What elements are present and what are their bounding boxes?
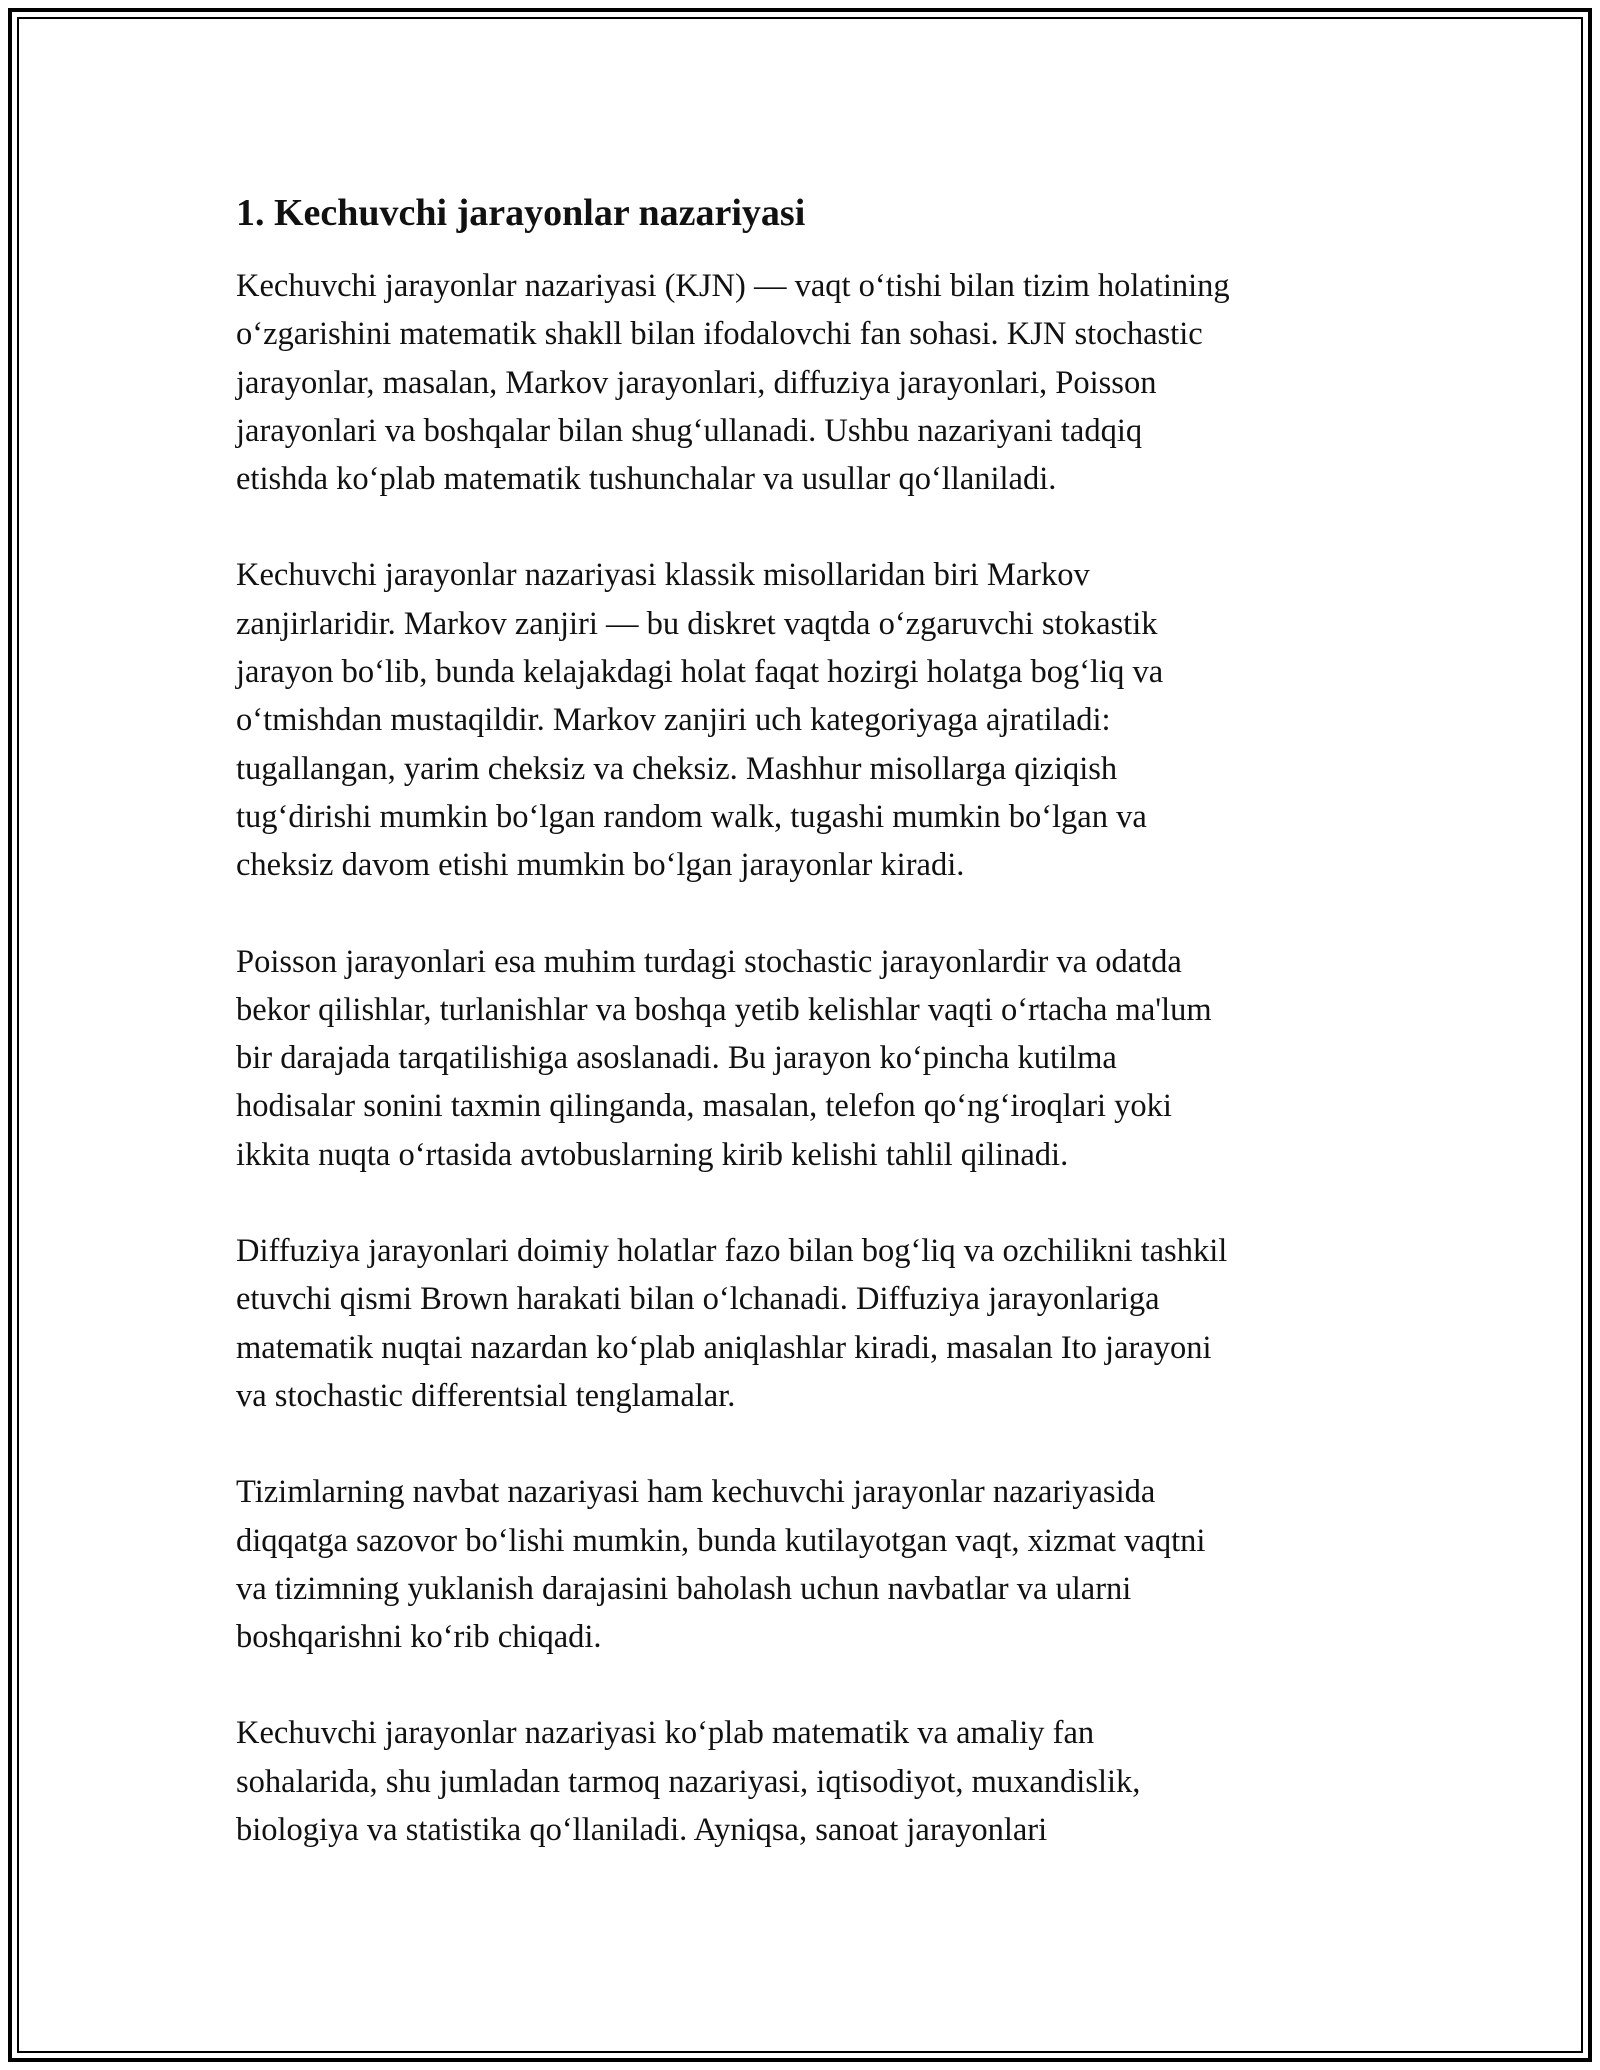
text-line: cheksiz davom etishi mumkin bo‘lgan jarayonlar kiradi. (236, 847, 965, 884)
text-line: sohalarida, shu jumladan tarmoq nazariyasi, iqtisodiyot, muxandislik, (236, 1763, 1141, 1800)
text-line: bir darajada tarqatilishiga asoslanadi. Bu jarayon ko‘pincha kutilma (236, 1040, 1117, 1077)
text-line: o‘zgarishini matematik shakll bilan ifodalovchi fan sohasi. KJN stochastic (236, 316, 1203, 353)
text-line: va tizimning yuklanish darajasini baholash uchun navbatlar va ularni (236, 1570, 1132, 1607)
paragraph-5 (236, 1468, 1366, 1661)
text-line: Tizimlarning navbat nazariyasi ham kechuvchi jarayonlar nazariyasida (236, 1474, 1156, 1511)
text-line: jarayon bo‘lib, bunda kelajakdagi holat faqat hozirgi holatga bog‘liq va (236, 654, 1164, 691)
section-title: 1. Kechuvchi jarayonlar nazariyasi (236, 192, 806, 234)
paragraph-4 (236, 1227, 1366, 1420)
text-line: diqqatga sazovor bo‘lishi mumkin, bunda kutilayotgan vaqt, xizmat vaqtni (236, 1522, 1206, 1559)
paragraph-2 (236, 551, 1366, 889)
text-line: hodisalar sonini taxmin qilinganda, masalan, telefon qo‘ng‘iroqlari yoki (236, 1088, 1172, 1125)
text-line: Diffuziya jarayonlari doimiy holatlar fazo bilan bog‘liq va ozchilikni tashkil (236, 1233, 1228, 1270)
text-line: tug‘dirishi mumkin bo‘lgan random walk, tugashi mumkin bo‘lgan va (236, 798, 1147, 835)
paragraph-3 (236, 938, 1366, 1179)
text-line: Kechuvchi jarayonlar nazariyasi (KJN) — vaqt o‘tishi bilan tizim holatining (236, 268, 1230, 304)
text-line: Kechuvchi jarayonlar nazariyasi ko‘plab matematik va amaliy fan (236, 1715, 1095, 1752)
text-line: jarayonlar, masalan, Markov jarayonlari, diffuziya jarayonlari, Poisson (236, 364, 1157, 401)
text-line: o‘tmishdan mustaqildir. Markov zanjiri uch kategoriyaga ajratiladi: (236, 702, 1111, 739)
text-line: ikkita nuqta o‘rtasida avtobuslarning kirib kelishi tahlil qilinadi. (236, 1136, 1069, 1173)
text-line: matematik nuqtai nazardan ko‘plab aniqlashlar kiradi, masalan Ito jarayoni (236, 1329, 1212, 1366)
text-line: zanjirlaridir. Markov zanjiri — bu diskret vaqtda o‘zgaruvchi stokastik (236, 605, 1158, 642)
text-line: Poisson jarayonlari esa muhim turdagi stochastic jarayonlardir va odatda (236, 943, 1182, 980)
text-line: bekor qilishlar, turlanishlar va boshqa yetib kelishlar vaqti o‘rtacha ma'lum (236, 991, 1212, 1028)
text-line: boshqarishni ko‘rib chiqadi. (236, 1619, 602, 1656)
paragraph-6 (236, 1709, 1366, 1854)
paragraph-list (236, 262, 1366, 1854)
text-line: jarayonlari va boshqalar bilan shug‘ullanadi. Ushbu nazariyani tadqiq (236, 412, 1143, 449)
text-line: va stochastic differentsial tenglamalar. (236, 1377, 736, 1414)
text-line: biologiya va statistika qo‘llaniladi. Ayniqsa, sanoat jarayonlari (236, 1812, 1048, 1849)
text-line: etishda ko‘plab matematik tushunchalar va usullar qo‘llaniladi. (236, 461, 1057, 498)
text-line: tugallangan, yarim cheksiz va cheksiz. Mashhur misollarga qiziqish (236, 750, 1118, 787)
text-line: Kechuvchi jarayonlar nazariyasi klassik misollaridan biri Markov (236, 557, 1090, 594)
document-body (236, 188, 1366, 1902)
paragraph-1 (236, 262, 1366, 503)
text-line: etuvchi qismi Brown harakati bilan o‘lchanadi. Diffuziya jarayonlariga (236, 1281, 1160, 1318)
